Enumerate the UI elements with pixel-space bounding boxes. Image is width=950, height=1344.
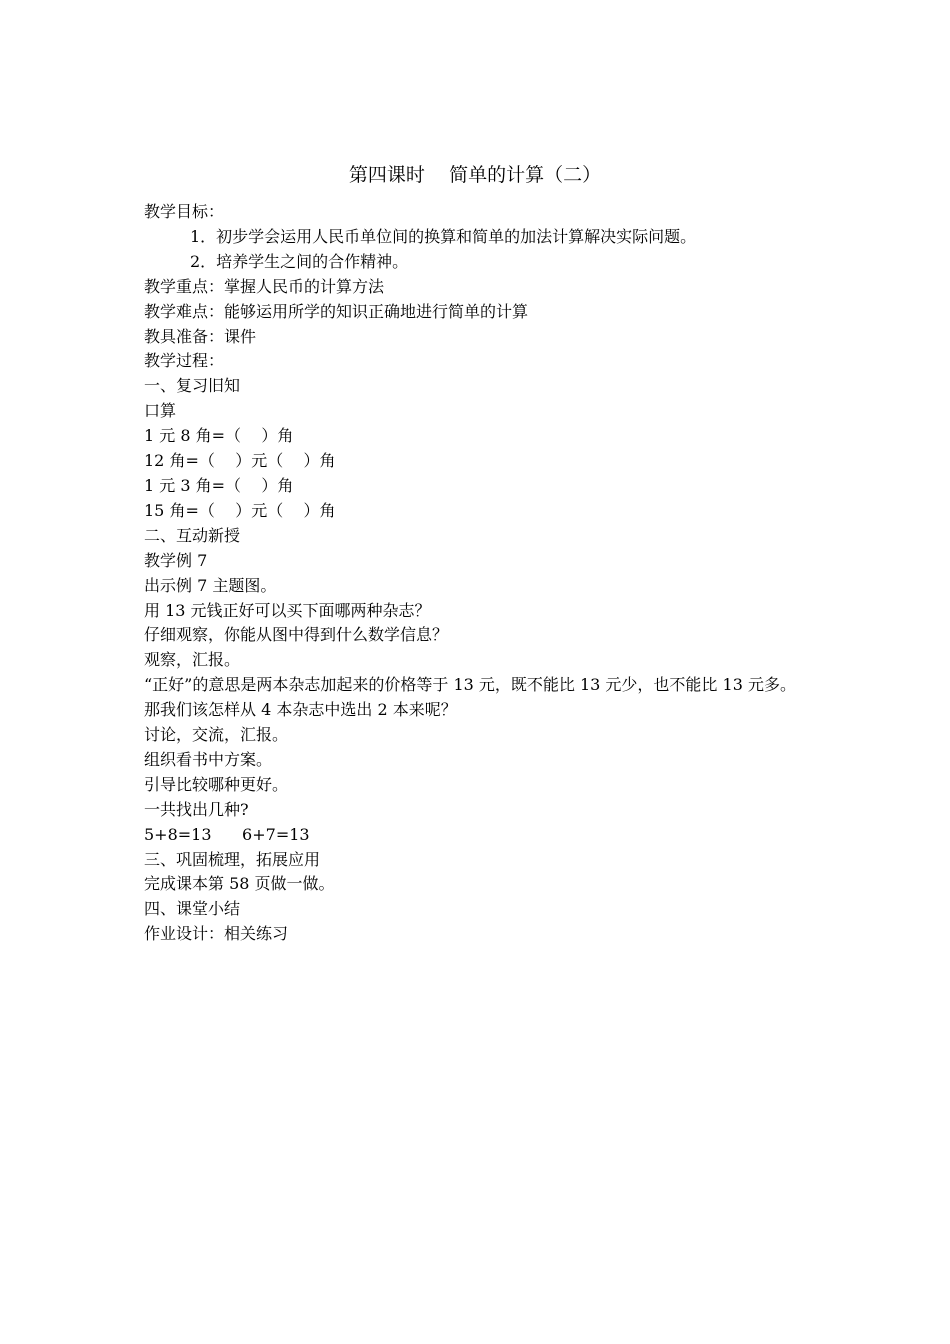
key-point: 教学重点：掌握人民币的计算方法 — [144, 276, 385, 296]
mental-math-label: 口算 — [144, 401, 177, 421]
text-line: 那我们该怎样从 4 本杂志中选出 2 本来呢？ — [144, 700, 457, 720]
exercise-line: 1 元 8 角=（ ）角 — [144, 426, 294, 446]
exercise-line: 12 角=（ ）元（ ）角 — [144, 451, 336, 471]
difficult-point: 教学难点：能够运用所学的知识正确地进行简单的计算 — [144, 301, 529, 321]
text-line: 用 13 元钱正好可以买下面哪两种杂志？ — [144, 600, 431, 620]
exercise-line: 15 角=（ ）元（ ）角 — [144, 500, 336, 520]
lesson-title: 第四课时 简单的计算（二） — [348, 164, 602, 186]
text-line: 观察，汇报。 — [144, 650, 241, 670]
part-heading-new-lesson: 二、互动新授 — [144, 525, 241, 545]
part-heading-consolidate: 三、巩固梳理，拓展应用 — [144, 849, 321, 869]
text-line: 仔细观察，你能从图中得到什么数学信息？ — [144, 625, 449, 645]
objective-item-1: 1．初步学会运用人民币单位间的换算和简单的加法计算解决实际问题。 — [190, 226, 697, 246]
part-heading-review: 一、复习旧知 — [144, 376, 241, 396]
section-heading-objectives: 教学目标： — [144, 202, 225, 221]
part-heading-summary: 四、课堂小结 — [144, 899, 241, 919]
text-line: 引导比较哪种更好。 — [144, 774, 289, 794]
section-heading-process: 教学过程： — [144, 351, 225, 371]
text-line: 完成课本第 58 页做一做。 — [144, 874, 335, 894]
homework-line: 作业设计：相关练习 — [144, 924, 289, 944]
lesson-body — [144, 200, 814, 947]
text-line: 组织看书中方案。 — [144, 749, 273, 769]
teaching-aids: 教具准备：课件 — [144, 326, 257, 346]
equation-line: 5+8=13 6+7=13 — [144, 824, 310, 844]
text-line: 一共找出几种? — [144, 799, 249, 819]
example-label: 教学例 7 — [144, 550, 208, 570]
exercise-line: 1 元 3 角=（ ）角 — [144, 475, 294, 495]
text-line: 出示例 7 主题图。 — [144, 575, 277, 595]
objective-item-2: 2．培养学生之间的合作精神。 — [190, 251, 409, 271]
text-paragraph: “正好”的意思是两本杂志加起来的价格等于 13 元，既不能比 13 元少，也不能比 13 元多。 — [144, 675, 796, 695]
text-line: 讨论，交流，汇报。 — [144, 725, 289, 745]
